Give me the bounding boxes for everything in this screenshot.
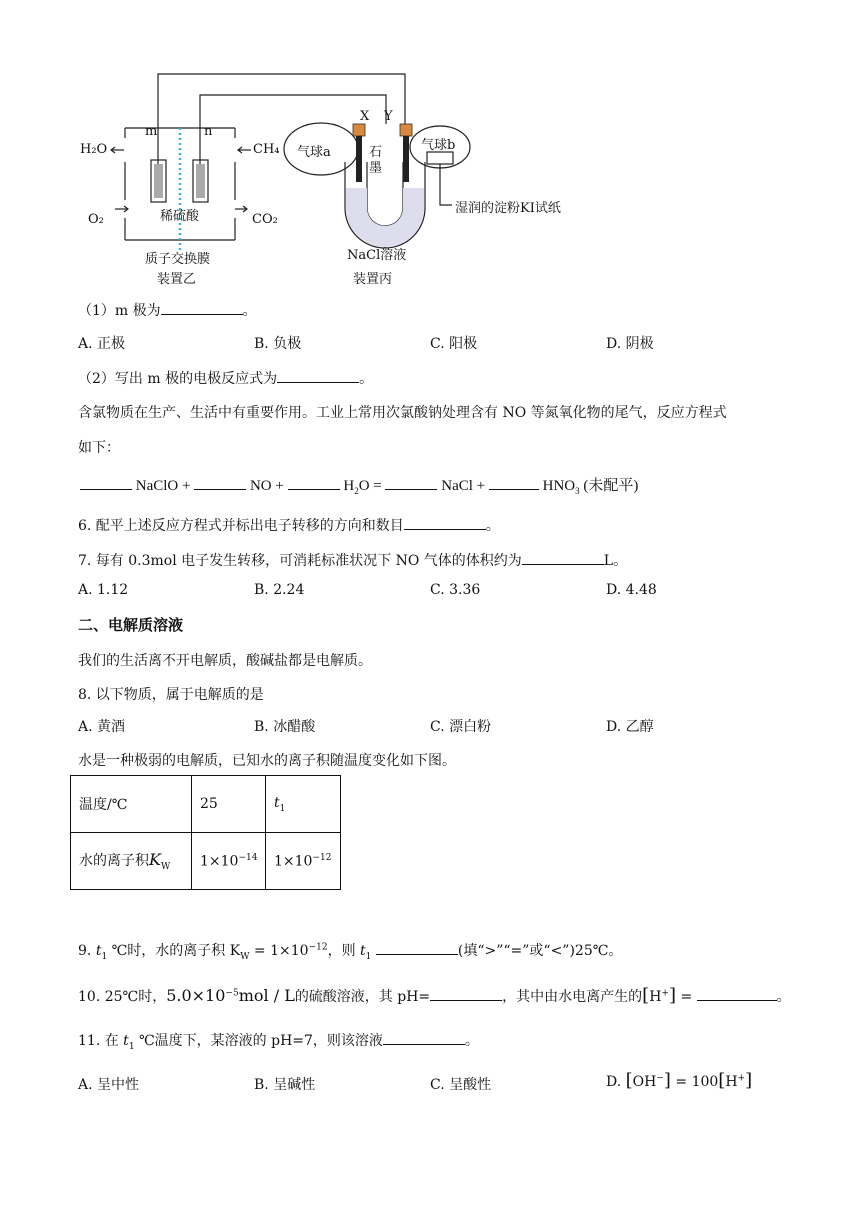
table-row — [71, 776, 341, 833]
graphite-label-1: 石 — [369, 145, 383, 160]
q8-option-c[interactable]: C. 漂白粉 — [430, 719, 492, 735]
o2-label: O₂ — [88, 212, 104, 227]
q11-option-b[interactable]: B. 呈碱性 — [254, 1077, 316, 1093]
q7-option-c[interactable]: C. 3.36 — [430, 582, 481, 598]
table-cell: 25 — [192, 776, 266, 833]
q8-option-b[interactable]: B. 冰醋酸 — [254, 719, 316, 735]
q8-option-d[interactable]: D. 乙醇 — [606, 719, 654, 735]
device-yi-label: 装置乙 — [157, 272, 197, 287]
balloon-a-label: 气球a — [297, 145, 331, 160]
question-7: 7. 每有 0.3mol 电子发生转移，可消耗标准状况下 NO 气体的体积约为 L。 — [78, 550, 627, 570]
answer-blank[interactable] — [697, 986, 777, 1001]
membrane-label: 质子交换膜 — [145, 252, 211, 267]
electrode-n-label: n — [204, 124, 213, 139]
intro-water: 水是一种极弱的电解质，已知水的离子积随温度变化如下图。 — [78, 753, 456, 769]
nacl-solution-label: NaCl溶液 — [347, 248, 407, 263]
ch4-label: CH₄ — [253, 142, 280, 157]
question-6: 6. 配平上述反应方程式并标出电子转移的方向和数目 。 — [78, 515, 500, 535]
table-cell: 温度/℃ — [71, 776, 192, 833]
q7-option-d[interactable]: D. 4.48 — [606, 582, 657, 598]
q7-option-b[interactable]: B. 2.24 — [254, 582, 305, 598]
answer-blank[interactable] — [161, 300, 243, 315]
answer-blank[interactable] — [277, 368, 359, 383]
device-bing-label: 装置丙 — [353, 272, 393, 287]
redox-equation: NaClO + NO + $H_2O$ = NaCl + $HNO_3$ (未配平) — [80, 474, 638, 496]
electrode-x-label: X — [360, 109, 370, 124]
coef-blank[interactable] — [489, 475, 539, 490]
q7-option-a[interactable]: A. 1.12 — [78, 582, 129, 598]
answer-blank[interactable] — [383, 1030, 465, 1045]
coef-blank[interactable] — [80, 475, 132, 490]
question-8: 8. 以下物质，属于电解质的是 — [78, 687, 264, 703]
intro-chlorine-2: 如下： — [78, 440, 120, 456]
table-cell: $1\times 10^{-12}$ — [266, 833, 341, 890]
question-9: 9. $t_1$ ℃时，水的离子积 $K_W = 1\times 10^{-12}$，则 $t_1$ (填“>”“=”或“<”)25℃。 — [78, 940, 622, 962]
table-cell: 水的离子积$K_W$ — [71, 833, 192, 890]
ki-paper-label: 湿润的淀粉KI试纸 — [455, 201, 561, 216]
coef-blank[interactable] — [288, 475, 340, 490]
co2-label: CO₂ — [252, 212, 278, 227]
answer-blank[interactable] — [404, 515, 486, 530]
section-heading: 二、电解质溶液 — [78, 616, 184, 634]
coef-blank[interactable] — [385, 475, 437, 490]
question-11: 11. 在 $t_1$ ℃温度下，某溶液的 pH=7，则该溶液 。 — [78, 1030, 479, 1052]
apparatus-figure — [75, 68, 535, 290]
intro-electrolyte: 我们的生活离不开电解质，酸碱盐都是电解质。 — [78, 653, 372, 669]
question-2: （2）写出 m 极的电极反应式为 。 — [78, 368, 373, 388]
electrode-y-label: Y — [384, 109, 393, 124]
question-10: 10. 25℃时，$5.0\times 10^{-5}mol / L$的硫酸溶液，其 pH= ，其中由水电离产生的[H+] = 。 — [78, 985, 791, 1006]
q11-option-a[interactable]: A. 呈中性 — [78, 1077, 140, 1093]
electrolyte-label: 稀硫酸 — [160, 209, 200, 224]
balloon-b-label: 气球b — [421, 138, 456, 153]
answer-blank[interactable] — [430, 986, 502, 1001]
q1-option-b[interactable]: B. 负极 — [254, 336, 302, 352]
table-cell: $t_1$ — [266, 776, 341, 833]
answer-blank[interactable] — [522, 550, 604, 565]
coef-blank[interactable] — [194, 475, 246, 490]
q1-option-d[interactable]: D. 阴极 — [606, 336, 654, 352]
table-cell: $1\times 10^{-14}$ — [192, 833, 266, 890]
answer-blank[interactable] — [376, 940, 458, 955]
intro-chlorine-1: 含氯物质在生产、生活中有重要作用。工业上常用次氯酸钠处理含有 NO 等氮氧化物的尾气，反应方程式 — [78, 405, 727, 421]
q11-option-c[interactable]: C. 呈酸性 — [430, 1077, 492, 1093]
q11-option-d[interactable]: D. [OH−] = 100[H+] — [606, 1070, 753, 1091]
kw-table — [70, 775, 341, 890]
table-row — [71, 833, 341, 890]
electrode-m-label: m — [145, 124, 158, 139]
q1-option-a[interactable]: A. 正极 — [78, 336, 126, 352]
q8-option-a[interactable]: A. 黄酒 — [78, 719, 126, 735]
graphite-label-2: 墨 — [369, 161, 383, 176]
h2o-label: H₂O — [80, 142, 108, 157]
q1-option-c[interactable]: C. 阳极 — [430, 336, 478, 352]
question-1: （1）m 极为 。 — [78, 300, 257, 320]
